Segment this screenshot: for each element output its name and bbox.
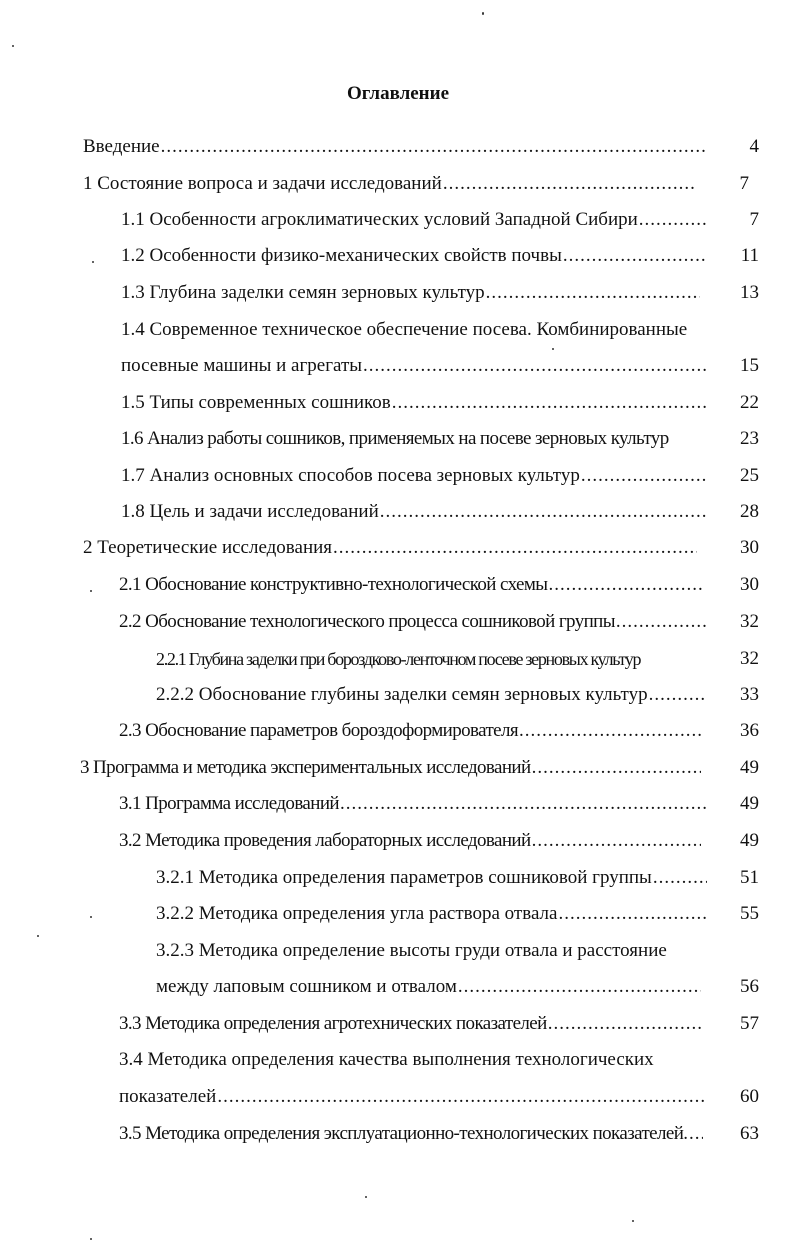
toc-entry-page: 4 [749, 136, 759, 157]
toc-entry-text: 2.2.1 Глубина заделки при бороздково-ленточном посеве зерновых культур [156, 649, 641, 669]
toc-entry-text: 3.2.2 Методика определения угла раствора отвала [156, 903, 558, 924]
scan-speck [92, 261, 94, 263]
toc-entry [83, 171, 749, 197]
toc-leader-dots [486, 280, 700, 306]
toc-entry [121, 280, 759, 306]
toc-entry-page: 36 [740, 720, 759, 741]
toc-entry [83, 134, 759, 160]
toc-leader-dots [563, 243, 707, 269]
toc-entry [119, 828, 759, 854]
scan-speck [90, 590, 92, 592]
toc-entry-page: 51 [740, 867, 759, 888]
toc-entry-page: 32 [740, 611, 759, 632]
toc-entry [121, 207, 759, 233]
toc-entry [80, 755, 759, 781]
toc-entry-text: 1.6 Анализ работы сошников, применяемых на посеве зерновых культур [121, 428, 669, 449]
toc-entry-page: 63 [740, 1123, 759, 1144]
toc-entry [156, 974, 759, 1000]
toc-entry-text: 3.2.3 Методика определение высоты груди отвала и расстояние [156, 940, 667, 961]
toc-leader-dots [340, 791, 707, 817]
toc-entry-text: 1.5 Типы современных сошников [121, 392, 391, 413]
toc-entry-text: 1.8 Цель и задачи исследований [121, 501, 379, 522]
toc-leader-dots [581, 463, 707, 489]
toc-entry [156, 682, 759, 708]
toc-leader-dots [683, 1121, 703, 1147]
scan-speck [90, 916, 92, 918]
toc-entry [156, 646, 759, 672]
toc-entry-text: 2.3 Обоснование параметров бороздоформирователя [119, 720, 519, 741]
toc-entry-page: 7 [739, 173, 749, 194]
toc-entry [121, 243, 759, 269]
toc-leader-dots [649, 682, 707, 708]
toc-leader-dots [363, 353, 707, 379]
toc-leader-dots [519, 718, 701, 744]
scan-speck [90, 1238, 92, 1240]
toc-entry-text: 3.4 Методика определения качества выполнения технологических [119, 1049, 654, 1070]
toc-leader-dots [458, 974, 701, 1000]
toc-entry-text: 1.3 Глубина заделки семян зерновых культур [121, 282, 485, 303]
toc-entry [156, 901, 759, 927]
toc-entry-page: 11 [740, 245, 759, 266]
toc-entry-page: 23 [740, 428, 759, 449]
toc-leader-dots [443, 171, 697, 197]
toc-entry-page: 28 [740, 501, 759, 522]
toc-entry-text: 3.2.1 Методика определения параметров сошниковой группы [156, 867, 652, 888]
toc-entry-page: 7 [749, 209, 759, 230]
toc-entry-text: 1.4 Современное техническое обеспечение посева. Комбинированные [121, 319, 688, 340]
toc-entry [119, 609, 759, 635]
toc-entry [121, 426, 759, 452]
toc-entry-page: 57 [740, 1013, 759, 1034]
toc-entry [121, 353, 759, 379]
toc-leader-dots [532, 828, 701, 854]
toc-entry-page: 32 [740, 648, 759, 669]
toc-entry [121, 499, 759, 525]
toc-entry-page: 25 [740, 465, 759, 486]
toc-entry-text: 3.2 Методика проведения лабораторных исследований [119, 830, 531, 851]
toc-entry-text: 3.3 Методика определения агротехнических показателей [119, 1013, 547, 1034]
toc-entry [121, 390, 759, 416]
page-title: Оглавление [346, 83, 450, 104]
toc-entry-text: 3.1 Программа исследований [119, 793, 339, 814]
toc-entry-page: 30 [740, 537, 759, 558]
scan-speck [632, 1220, 634, 1222]
toc-entry-page: 55 [740, 903, 759, 924]
toc-entry [119, 572, 759, 598]
toc-entry-text: 3 Программа и методика экспериментальных исследований [80, 757, 531, 778]
toc-entry-text: 1 Состояние вопроса и задачи исследований [83, 173, 442, 194]
toc-leader-dots [653, 865, 707, 891]
toc-entry-text: между лаповым сошником и отвалом [156, 976, 457, 997]
toc-leader-dots [639, 207, 707, 233]
scan-speck [552, 348, 554, 350]
toc-entry-text: 2 Теоретические исследования [83, 537, 333, 558]
toc-leader-dots [616, 609, 707, 635]
toc-leader-dots [217, 1084, 707, 1110]
toc-entry-text: посевные машины и агрегаты [121, 355, 363, 376]
toc-entry [83, 535, 759, 561]
toc-leader-dots [392, 390, 707, 416]
toc-entry-page: 60 [740, 1086, 759, 1107]
toc-leader-dots [161, 134, 707, 160]
toc-entry [119, 1011, 759, 1037]
scan-speck [12, 45, 14, 47]
toc-entry [121, 463, 759, 489]
toc-leader-dots [548, 1011, 701, 1037]
toc-leader-dots [380, 499, 707, 525]
toc-leader-dots [333, 535, 697, 561]
toc-entry-page: 22 [740, 392, 759, 413]
toc-entry [156, 865, 759, 891]
toc-leader-dots [548, 572, 705, 598]
toc-entry-text: 1.7 Анализ основных способов посева зерновых культур [121, 465, 580, 486]
toc-entry [119, 791, 759, 817]
toc-leader-dots [558, 901, 707, 927]
toc-entry-page: 33 [740, 684, 759, 705]
scan-speck [365, 1196, 367, 1198]
toc-entry-page: 49 [740, 757, 759, 778]
scan-speck [37, 935, 39, 937]
toc-entry-text: 2.2.2 Обоснование глубины заделки семян зерновых культур [156, 684, 648, 705]
scan-speck [482, 12, 484, 15]
toc-entry-text: 1.2 Особенности физико-механических свойств почвы [121, 245, 562, 266]
toc-entry-page: 49 [740, 830, 759, 851]
toc-entry-text: Введение [83, 136, 160, 157]
toc-entry-text: 2.2 Обоснование технологического процесса сошниковой группы [119, 611, 615, 632]
toc-entry-page: 30 [740, 574, 759, 595]
toc-entry-page: 15 [740, 355, 759, 376]
toc-entry [119, 1084, 759, 1110]
toc-entry [119, 718, 759, 744]
toc-entry-text: 3.5 Методика определения эксплуатационно-технологических показателей [119, 1123, 684, 1144]
toc-entry-text: 2.1 Обоснование конструктивно-технологической схемы [119, 574, 548, 595]
toc-entry-page: 56 [740, 976, 759, 997]
toc-leader-dots [532, 755, 701, 781]
toc-entry [119, 1121, 759, 1147]
toc-entry-page: 49 [740, 793, 759, 814]
toc-entry-text: 1.1 Особенности агроклиматических условий Западной Сибири [121, 209, 638, 230]
toc-entry-text: показателей [119, 1086, 217, 1107]
toc-entry-page: 13 [740, 282, 759, 303]
